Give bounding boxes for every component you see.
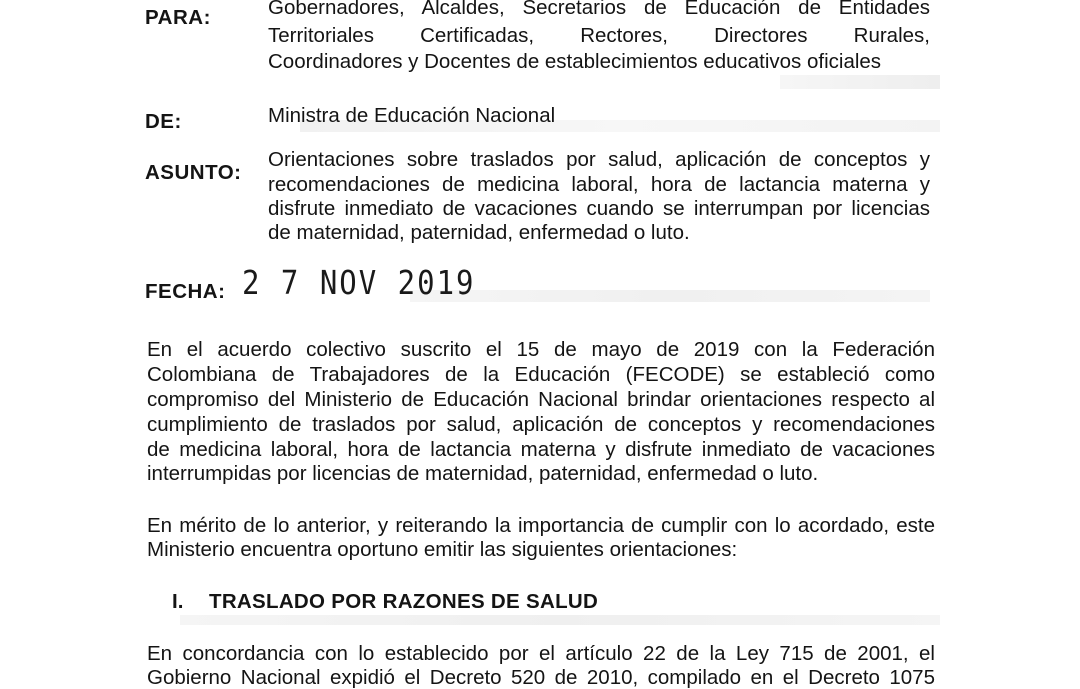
paragraph-line: cumplimiento de traslados por salud, aplicación de conceptos y recomendaciones xyxy=(147,413,935,436)
paragraph-line: En el acuerdo colectivo suscrito el 15 de mayo de 2019 con la Federación xyxy=(147,338,935,361)
de-label: DE: xyxy=(145,110,182,133)
asunto-line: de maternidad, paternidad, enfermedad o luto. xyxy=(268,221,690,244)
paragraph-line: Colombiana de Trabajadores de la Educación (FECODE) se estableció como xyxy=(147,363,935,386)
para-recipients-line: Gobernadores, Alcaldes, Secretarios de Educación de Entidades xyxy=(268,0,930,19)
para-recipients-line: Territoriales Certificadas, Rectores, Directores Rurales, xyxy=(268,24,930,47)
paragraph-line: interrumpidas por licencias de maternidad, paternidad, enfermedad o luto. xyxy=(147,462,819,485)
asunto-line: Orientaciones sobre traslados por salud, aplicación de conceptos y xyxy=(268,148,930,171)
paragraph-line: En concordancia con lo establecido por el artículo 22 de la Ley 715 de 2001, el xyxy=(147,642,935,665)
date-stamp: 2 7 NOV 2019 xyxy=(242,264,476,303)
paragraph-line: de medicina laboral, hora de lactancia materna y disfrute inmediato de vacaciones xyxy=(147,438,935,461)
bleed-through-noise xyxy=(780,75,940,89)
section-number: I. xyxy=(172,590,184,613)
paragraph-line: En mérito de lo anterior, y reiterando la importancia de cumplir con lo acordado, este xyxy=(147,514,935,537)
bleed-through-noise xyxy=(180,615,940,625)
asunto-label: ASUNTO: xyxy=(145,161,242,184)
paragraph-line: Gobierno Nacional expidió el Decreto 520 de 2010, compilado en el Decreto 1075 xyxy=(147,666,935,689)
paragraph-line: Ministerio encuentra oportuno emitir las siguientes orientaciones: xyxy=(147,538,738,561)
asunto-line: disfrute inmediato de vacaciones cuando se interrumpan por licencias xyxy=(268,197,930,220)
section-title: TRASLADO POR RAZONES DE SALUD xyxy=(209,590,599,613)
para-recipients-line: Coordinadores y Docentes de establecimientos educativos oficiales xyxy=(268,50,882,73)
paragraph-line: compromiso del Ministerio de Educación Nacional brindar orientaciones respecto al xyxy=(147,388,935,411)
de-value: Ministra de Educación Nacional xyxy=(268,104,556,127)
fecha-label: FECHA: xyxy=(145,280,226,303)
para-label: PARA: xyxy=(145,6,211,29)
asunto-line: recomendaciones de medicina laboral, hora de lactancia materna y xyxy=(268,173,930,196)
bleed-through-noise xyxy=(410,290,930,302)
